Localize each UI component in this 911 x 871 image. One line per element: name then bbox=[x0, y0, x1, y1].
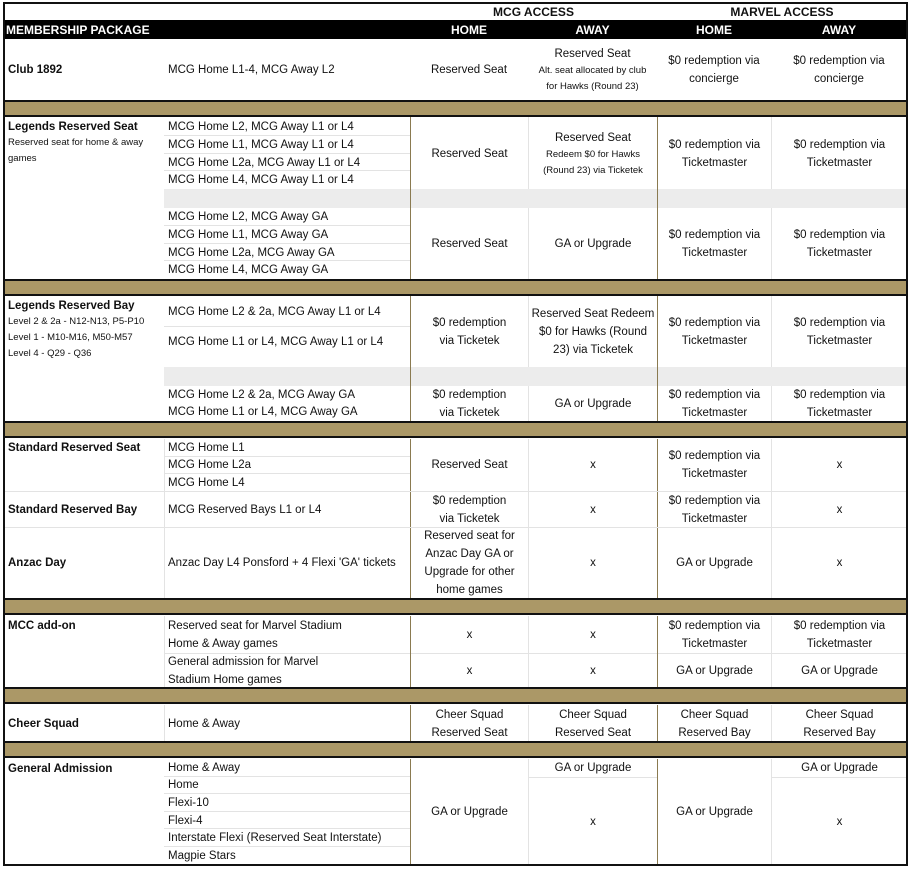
package-name-cell bbox=[4, 616, 164, 688]
marvel-home-value-text: $0 redemption via Ticketmaster bbox=[668, 494, 761, 525]
mcg-away-main: Reserved Seat bbox=[554, 47, 631, 60]
section-divider bbox=[4, 279, 907, 296]
package-subtitle: Reserved seat for home & away games bbox=[8, 137, 144, 164]
seat-area-row: Interstate Flexi (Reserved Seat Interstate) bbox=[164, 829, 410, 847]
mcg-away-note: Redeem $0 for Hawks (Round 23) via Ticketek bbox=[543, 148, 643, 176]
marvel-home-value bbox=[658, 118, 771, 189]
marvel-home-value bbox=[658, 759, 771, 865]
mcg-away-value-text: x bbox=[590, 665, 596, 677]
seat-area-row: MCG Home L2a, MCG Away GA bbox=[164, 244, 410, 262]
seat-area-row: General admission for Marvel Stadium Home games bbox=[164, 654, 410, 688]
marvel-away-value-text: Cheer Squad Reserved Bay bbox=[803, 708, 876, 739]
package-subtitle: Level 4 - Q29 - Q36 bbox=[8, 348, 92, 359]
mcg-away-value bbox=[529, 528, 657, 598]
package-name: Standard Reserved Seat bbox=[8, 442, 141, 454]
mcg-away-rest-value-text: x bbox=[590, 815, 596, 828]
mcg-away-value-text: x bbox=[590, 503, 596, 516]
package-name-cell bbox=[4, 39, 164, 100]
marvel-away-value-text: $0 redemption via concierge bbox=[793, 54, 885, 85]
seat-area-row: MCG Home L1 bbox=[164, 439, 410, 457]
marvel-away-value bbox=[772, 297, 907, 367]
mcg-home-value-text: Reserved Seat bbox=[431, 237, 508, 250]
seat-area-row: Reserved seat for Marvel Stadium Home & Away games bbox=[164, 617, 410, 653]
marvel-away-value-text: $0 redemption via Ticketmaster bbox=[793, 228, 886, 259]
seat-area-row: MCG Home L2, MCG Away GA bbox=[164, 208, 410, 226]
marvel-home-value bbox=[658, 297, 771, 367]
marvel-home-value bbox=[657, 39, 771, 100]
column-header-mcg-home: HOME bbox=[451, 22, 487, 37]
mcg-away-value-text: x bbox=[590, 459, 596, 471]
mcg-away-value-text: GA or Upgrade bbox=[554, 237, 632, 250]
seat-area-row: MCG Home L4, MCG Away L1 or L4 bbox=[164, 171, 410, 189]
section-divider bbox=[4, 741, 907, 758]
mcg-away-value-text: x bbox=[590, 557, 596, 569]
marvel-away-top-value bbox=[772, 759, 907, 777]
marvel-home-value-text: $0 redemption via Ticketmaster bbox=[668, 388, 761, 419]
mcg-away-value bbox=[528, 39, 657, 100]
marvel-home-value-text: $0 redemption via Ticketmaster bbox=[668, 450, 761, 480]
marvel-away-value bbox=[772, 208, 907, 279]
mcg-away-value-text: GA or Upgrade bbox=[554, 397, 632, 410]
marvel-home-value bbox=[658, 386, 771, 421]
mcg-away-value bbox=[529, 439, 657, 491]
marvel-home-value bbox=[658, 208, 771, 279]
marvel-away-top-value-text: GA or Upgrade bbox=[801, 762, 878, 774]
mcg-home-value bbox=[411, 386, 528, 421]
mcg-home-value bbox=[411, 118, 528, 189]
seat-area-row: MCG Home L2a, MCG Away L1 or L4 bbox=[164, 154, 410, 172]
group-header-mcg-access: MCG ACCESS bbox=[493, 5, 574, 19]
mcg-home-value-text: x bbox=[466, 665, 473, 677]
mcg-away-value bbox=[529, 208, 657, 279]
package-name-cell bbox=[4, 705, 164, 742]
column-header-marvel-home: HOME bbox=[696, 22, 732, 37]
package-name: MCC add-on bbox=[8, 620, 76, 632]
marvel-away-value-text: x bbox=[836, 503, 843, 516]
mcg-home-value-text: GA or Upgrade bbox=[431, 806, 508, 818]
seat-area-row: Home bbox=[164, 777, 410, 795]
marvel-away-value bbox=[772, 118, 907, 189]
marvel-away-value bbox=[772, 617, 907, 653]
seat-area-row: MCG Home L1-4, MCG Away L2 bbox=[164, 39, 410, 100]
package-name-cell bbox=[4, 439, 164, 457]
package-name: General Admission bbox=[8, 763, 113, 775]
package-subtitle: Level 2 & 2a - N12-N13, P5-P10 bbox=[8, 316, 145, 327]
mcg-home-value-text: $0 redemption via Ticketek bbox=[432, 388, 507, 419]
section-divider bbox=[4, 598, 907, 615]
mcg-home-value-text: Reserved seat for Anzac Day GA or Upgrade for other home games bbox=[424, 530, 515, 596]
section-divider bbox=[4, 100, 907, 117]
column-divider bbox=[164, 439, 165, 491]
mcg-away-value-text: x bbox=[590, 629, 596, 641]
package-name: Legends Reserved Seat bbox=[8, 121, 138, 133]
package-name-cell bbox=[4, 296, 164, 421]
mcg-away-value bbox=[529, 492, 657, 527]
section-divider bbox=[4, 687, 907, 704]
seat-area-row: Flexi-4 bbox=[164, 812, 410, 830]
column-header-marvel-away: AWAY bbox=[821, 22, 857, 37]
marvel-home-value-text: $0 redemption via Ticketmaster bbox=[668, 138, 761, 169]
mcg-home-value bbox=[411, 705, 528, 742]
marvel-home-value-text: GA or Upgrade bbox=[676, 557, 753, 569]
marvel-away-value bbox=[772, 705, 907, 742]
marvel-home-value-text: $0 redemption via Ticketmaster bbox=[668, 620, 761, 650]
mcg-home-value-text: $0 redemption via Ticketek bbox=[432, 494, 507, 525]
marvel-home-value-text: $0 redemption via Ticketmaster bbox=[668, 317, 761, 347]
marvel-away-value bbox=[772, 654, 907, 688]
marvel-home-value bbox=[658, 654, 771, 688]
seat-area-row: MCG Home L2a bbox=[164, 457, 410, 475]
marvel-away-value-text: $0 redemption via Ticketmaster bbox=[793, 388, 886, 419]
marvel-away-value-text: GA or Upgrade bbox=[801, 665, 878, 677]
marvel-away-value-text: x bbox=[836, 557, 843, 569]
marvel-home-value-text: GA or Upgrade bbox=[676, 806, 753, 818]
column-divider bbox=[164, 705, 165, 742]
package-name: Cheer Squad bbox=[8, 717, 79, 730]
seat-area-row: MCG Home L2 & 2a, MCG Away GA bbox=[164, 386, 410, 403]
package-name-cell-fill bbox=[4, 457, 164, 491]
mcg-home-value bbox=[411, 439, 528, 491]
marvel-away-value-text: x bbox=[836, 459, 843, 471]
seat-area-row: MCG Home L4, MCG Away GA bbox=[164, 261, 410, 279]
column-header-mcg-away: AWAY bbox=[575, 22, 610, 37]
marvel-away-rest-value bbox=[772, 778, 907, 865]
seat-area-row: MCG Home L1 or L4, MCG Away GA bbox=[164, 403, 410, 421]
marvel-away-value-text: $0 redemption via Ticketmaster bbox=[793, 620, 886, 650]
seat-area-row: MCG Home L1 or L4, MCG Away L1 or L4 bbox=[164, 327, 410, 357]
seat-area-row: MCG Home L1, MCG Away GA bbox=[164, 226, 410, 244]
mcg-away-main: Reserved Seat bbox=[554, 131, 632, 144]
column-divider bbox=[164, 492, 165, 527]
marvel-home-value bbox=[658, 439, 771, 491]
marvel-home-value-text: $0 redemption via Ticketmaster bbox=[668, 228, 761, 259]
mcg-away-value bbox=[529, 617, 657, 653]
seat-area-row: Home & Away bbox=[164, 759, 410, 777]
mcg-away-rest-value bbox=[529, 778, 657, 865]
marvel-away-value-text: $0 redemption via Ticketmaster bbox=[793, 138, 886, 169]
package-name-cell bbox=[4, 492, 164, 527]
marvel-away-value bbox=[772, 528, 907, 598]
package-name-cell bbox=[4, 528, 164, 598]
mcg-away-top-value-text: GA or Upgrade bbox=[554, 762, 632, 774]
marvel-home-value bbox=[658, 705, 771, 742]
mcg-away-value bbox=[529, 386, 657, 421]
seat-area-row: Home & Away bbox=[164, 705, 410, 742]
marvel-away-value bbox=[772, 386, 907, 421]
mcg-away-value-text: Reserved Seat Redeem $0 for Hawks (Round 23) via Ticketek bbox=[531, 308, 655, 356]
mcg-home-value bbox=[411, 654, 528, 688]
column-divider bbox=[164, 616, 165, 688]
seat-area-row: MCG Home L2 & 2a, MCG Away L1 or L4 bbox=[164, 297, 410, 327]
mcg-away-value bbox=[529, 705, 657, 742]
mcg-home-value bbox=[411, 528, 528, 598]
marvel-home-value bbox=[658, 617, 771, 653]
marvel-away-rest-value-text: x bbox=[836, 815, 843, 828]
marvel-away-value bbox=[772, 492, 907, 527]
marvel-home-value-text: $0 redemption via concierge bbox=[668, 54, 760, 85]
marvel-home-value bbox=[658, 492, 771, 527]
mcg-away-value bbox=[529, 297, 657, 367]
marvel-away-value bbox=[771, 39, 907, 100]
seat-area-row: MCG Reserved Bays L1 or L4 bbox=[164, 492, 410, 527]
mcg-away-value-text: Cheer Squad Reserved Seat bbox=[554, 708, 632, 739]
package-name: Standard Reserved Bay bbox=[8, 503, 138, 516]
seat-area-row: MCG Home L1, MCG Away L1 or L4 bbox=[164, 136, 410, 154]
seat-area-row: MCG Home L4 bbox=[164, 474, 410, 492]
section-divider bbox=[4, 421, 907, 438]
mcg-home-value-text: Reserved Seat bbox=[431, 459, 508, 471]
package-name-cell bbox=[4, 117, 164, 279]
marvel-away-value bbox=[772, 439, 907, 491]
mcg-away-value bbox=[529, 118, 657, 189]
seat-area-row: Magpie Stars bbox=[164, 847, 410, 865]
seat-area-row: Anzac Day L4 Ponsford + 4 Flexi 'GA' tickets bbox=[164, 528, 410, 598]
mcg-home-value bbox=[411, 759, 528, 865]
mcg-home-value-text: Reserved Seat bbox=[431, 147, 508, 160]
column-header-package: MEMBERSHIP PACKAGE bbox=[6, 22, 150, 37]
mcg-home-value bbox=[410, 39, 528, 100]
mcg-home-value-text: $0 redemption via Ticketek bbox=[432, 317, 507, 347]
mcg-home-value-text: Reserved Seat bbox=[430, 63, 508, 76]
group-header-marvel-access: MARVEL ACCESS bbox=[730, 5, 834, 19]
spacer-row bbox=[164, 367, 907, 386]
marvel-home-value bbox=[658, 528, 771, 598]
mcg-home-value bbox=[411, 297, 528, 367]
mcg-home-value bbox=[411, 492, 528, 527]
mcg-away-top-value bbox=[529, 759, 657, 777]
column-divider bbox=[164, 528, 165, 598]
marvel-home-value-text: Cheer Squad Reserved Bay bbox=[678, 708, 751, 739]
marvel-home-value-text: GA or Upgrade bbox=[676, 665, 753, 677]
spacer-row bbox=[164, 189, 907, 208]
mcg-home-value bbox=[411, 617, 528, 653]
mcg-home-value-text: Cheer Squad Reserved Seat bbox=[431, 708, 508, 739]
package-name: Anzac Day bbox=[8, 557, 67, 569]
mcg-home-value bbox=[411, 208, 528, 279]
package-subtitle: Level 1 - M10-M16, M50-M57 bbox=[8, 332, 133, 343]
seat-area-row: Flexi-10 bbox=[164, 794, 410, 812]
marvel-away-value-text: $0 redemption via Ticketmaster bbox=[793, 317, 886, 347]
package-name: Legends Reserved Bay bbox=[8, 300, 135, 312]
package-name: Club 1892 bbox=[8, 63, 63, 76]
seat-area-row: MCG Home L2, MCG Away L1 or L4 bbox=[164, 118, 410, 136]
mcg-away-value bbox=[529, 654, 657, 688]
mcg-away-note: Alt. seat allocated by club for Hawks (Round 23) bbox=[538, 64, 647, 92]
package-name-cell bbox=[4, 759, 164, 865]
mcg-home-value-text: x bbox=[466, 629, 473, 641]
